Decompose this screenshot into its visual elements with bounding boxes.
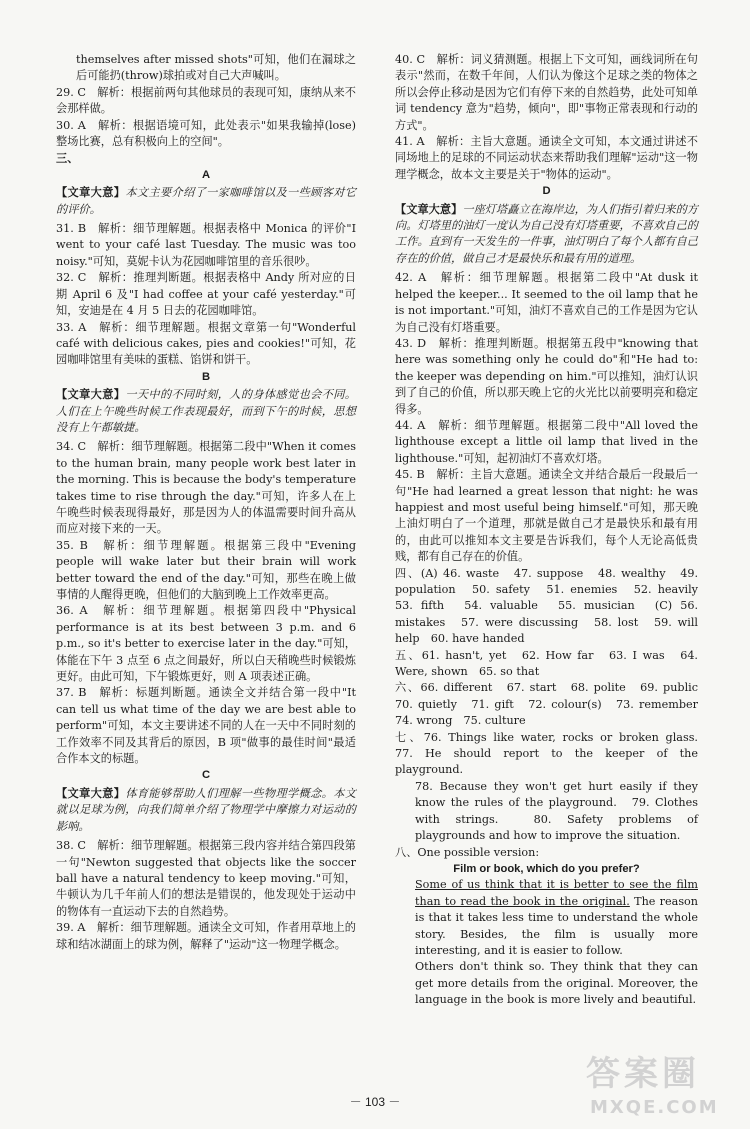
left-block	[56, 538, 356, 604]
block-text: 三、	[56, 151, 79, 166]
block-text: 42. A 解析：细节理解题。根据第二段中"At dusk it helped the keeper... It seemed to the oil lamp that he is not important."可知，油灯不喜欢自己的工作是因为它认为自己没有灯塔重要。	[395, 271, 698, 334]
right-block	[395, 201, 698, 268]
block-text: 五、61. hasn't, yet 62. How far 63. I was 64. Were, shown 65. so that	[395, 648, 698, 679]
right-block	[395, 648, 698, 681]
left-block	[56, 603, 356, 685]
right-block	[395, 845, 698, 861]
block-text: 39. A 解析：细节理解题。通读全文可知，作者用草地上的球和结冰湖面上的球为例，解释了"运动"这一物理学概念。	[56, 921, 356, 951]
block-text: 33. A 解析：细节理解题。根据文章第一句"Wonderful café with delicious cakes, pies and cookies!"可知，花园咖啡馆里有美味的蛋糕、馅饼和饼干。	[56, 320, 356, 367]
block-text: B	[201, 370, 211, 383]
right-block	[395, 730, 710, 779]
block-text: 36. A 解析：细节理解题。根据第四段中"Physical performance is at its best between 3 p.m. and 6 p.m., so it's better to exercise later in the day."可知，体能在下午 3 点至 6 点之间最好，所以白天稍晚些时候锻炼更好。由此可知，下午锻炼更好，则 A 项表述正确。	[56, 604, 356, 684]
block-text: A	[201, 168, 211, 181]
right-block	[395, 336, 698, 418]
left-block	[56, 439, 356, 537]
block-text: 34. C 解析：细节理解题。根据第二段中"When it comes to the human brain, many people work best later in the morning. This is because the body's temperature takes time to rise through the day."可知，许多人在上午晚些时候表现得最好，那是因为人的体温需要时间升高从而应对接下来的一天。	[56, 440, 356, 536]
summary-tag: 【文章大意】	[56, 185, 126, 200]
left-block	[56, 920, 356, 953]
right-block	[395, 270, 698, 336]
block-text: 31. B 解析：细节理解题。根据表格中 Monica 的评价"I went to your café last Tuesday. The music was too noisy."可知，莫妮卡认为花园咖啡馆里的音乐很吵。	[56, 222, 356, 268]
right-block	[395, 861, 698, 877]
underlined-sentence: Some of us think that it is better to see the film than to read the book in the original.	[415, 878, 698, 908]
right-block	[395, 877, 698, 959]
right-column	[395, 52, 710, 1009]
right-block	[395, 467, 698, 565]
block-text: 一天中的不同时刻，人的身体感觉也会不同。人们在上午晚些时候工作表现最好，而到下午的时候，思想没有上午都敏捷。	[56, 388, 356, 434]
left-block	[56, 838, 356, 920]
right-block	[395, 418, 698, 467]
block-text: 一座灯塔矗立在海岸边，为人们指引着归来的方向。灯塔里的油灯一度认为自己没有灯塔重要，不喜欢自己的工作。直到有一天发生的一件事，油灯明白了每个人都有自己存在的价值，做自己才是最快乐和最有用的道理。	[395, 202, 698, 265]
block-text: 43. D 解析：推理判断题。根据第五段中"knowing that here was something only he could do"和"He had to: the keeper was depending on him."可以推知，油灯认识到了自己的价值，所以那天晚上它的火光比以前要明亮和稳定得多。	[395, 336, 698, 416]
summary-tag: 【文章大意】	[56, 387, 126, 402]
block-text: 七、76. Things like water, rocks or broken glass. 77. He should report to the keeper of the playground.	[395, 730, 710, 777]
block-text: 四、(A) 46. waste 47. suppose 48. wealthy 49. population 50. safety 51. enemies 52. heavily 53. fifth 54. valuable 55. musician (C) 56. mistakes 57. were discussing 58. lost 59. will help 60. have handed	[395, 566, 710, 646]
left-block	[56, 184, 356, 218]
block-text: Others don't think so. They think that they can get more details from the original. Moreover, the language in the book is more lively and beautiful.	[415, 960, 698, 1007]
right-block	[395, 779, 698, 845]
left-block	[56, 685, 356, 767]
watermark-logo	[556, 1054, 738, 1122]
block-text: 37. B 解析：标题判断题。通读全文并结合第一段中"It can tell us what time of the day we are best able to perform"可知，本文主要讲述不同的人在一天中不同时刻的工作效率不同及其背后的原因，B 项"做事的最佳时间"最适合作本文的标题。	[56, 686, 356, 766]
right-block	[395, 52, 698, 134]
block-text: 八、One possible version:	[395, 845, 540, 859]
right-block	[395, 959, 698, 1008]
left-block	[56, 320, 356, 369]
block-text: 41. A 解析：主旨大意题。通读全文可知，本文通过讲述不同场地上的足球的不同运动状态来帮助我们理解"运动"这一物理学概念，故本文主要是关于"物体的运动"。	[395, 135, 698, 181]
page-number: － 103 －	[349, 1095, 401, 1109]
left-block	[56, 270, 356, 319]
block-text: 40. C 解析：词义猜测题。根据上下文可知，画线词所在句表示"然而，在数千年间，人们认为像这个足球之类的物体之所以会停止移动是因为它们有停下来的自然趋势，此处可知单词 tendency 意为"趋势，倾向"，即"事物正常表现和行动的方式"。	[395, 53, 698, 132]
block-text: 29. C 解析：根据前两句其他球员的表现可知，康纳从来不会那样做。	[56, 85, 356, 116]
left-block	[56, 386, 356, 436]
summary-tag: 【文章大意】	[395, 201, 463, 216]
block-text: Film or book, which do you prefer?	[453, 862, 640, 875]
left-column	[56, 52, 356, 953]
block-text: 35. B 解析：细节理解题。根据第三段中"Evening people will wake later but their brain will work better toward the end of the day."可知，那些在晚上做事情的人醒得更晚，但他们的大脑到晚上工作效率更高。	[56, 538, 356, 601]
left-block	[56, 150, 356, 166]
left-block	[56, 85, 356, 118]
left-block	[56, 767, 356, 783]
summary-tag: 【文章大意】	[56, 785, 126, 800]
left-block	[56, 221, 356, 270]
right-block	[395, 183, 698, 199]
block-text: 本文主要介绍了一家咖啡馆以及一些顾客对它的评价。	[56, 186, 356, 216]
block-text: C	[201, 769, 211, 782]
watermark-logo-text: 答案圈	[586, 1054, 700, 1094]
block-text: themselves after missed shots"可知，他们在漏球之后可能扔(throw)球拍或对自己大声喊叫。	[76, 53, 356, 83]
right-block	[395, 134, 698, 183]
right-block	[395, 566, 710, 648]
block-text: 体育能够帮助人们理解一些物理学概念。本文就以足球为例，向我们简单介绍了物理学中摩擦力对运动的影响。	[56, 786, 356, 833]
left-block	[56, 118, 356, 151]
left-block	[56, 785, 356, 835]
block-text: 六、66. different 67. start 68. polite 69. public 70. quietly 71. gift 72. colour(s) 73. remember 74. wrong 75. culture	[395, 681, 710, 728]
block-text: 44. A 解析：细节理解题。根据第二段中"All loved the lighthouse except a little oil lamp that lived in the lighthouse."可知，起初油灯不喜欢灯塔。	[395, 418, 698, 465]
block-text: 38. C 解析：细节理解题。根据第三段内容并结合第四段第一句"Newton suggested that objects like the soccer ball have a natural tendency to keep moving."可知，牛顿认为几千年前人们的想法是错误的，他发现处于运动中的物体有一直运动下去的自然趋势。	[56, 839, 356, 918]
block-text: D	[542, 185, 551, 198]
block-text: 30. A 解析：根据语境可知，此处表示"如果我输掉(lose)整场比赛，总有积极向上的空间"。	[56, 118, 356, 149]
left-block	[56, 167, 356, 183]
right-block	[395, 680, 710, 729]
block-text: 45. B 解析：主旨大意题。通读全文并结合最后一段最后一句"He had learned a great lesson that night: he was happiest and most useful being himself."可知，那天晚上油灯明白了一个道理，那就是做自己才是最快乐和最有用的，由此可以推知本文主要是告诉我们，每个人无论高低贵贱，都有自己存在的价值。	[395, 468, 698, 564]
block-text: 78. Because they won't get hurt easily if they know the rules of the playground. 79. Clothes with strings. 80. Safety problems of playgrounds and how to improve the situation.	[415, 779, 698, 843]
block-text: 32. C 解析：推理判断题。根据表格中 Andy 所对应的日期 April 6 及"I had coffee at your café yesterday."可知，安迪是在 4 月 5 日去的花园咖啡馆。	[56, 271, 356, 318]
watermark-url: MXQE.COM	[590, 1097, 719, 1118]
left-block	[56, 369, 356, 385]
left-block	[56, 52, 356, 85]
block-text: The reason is that it takes less time to understand the whole story. Besides, the film is usually more interesting, and it is easier to follow.	[415, 894, 698, 957]
